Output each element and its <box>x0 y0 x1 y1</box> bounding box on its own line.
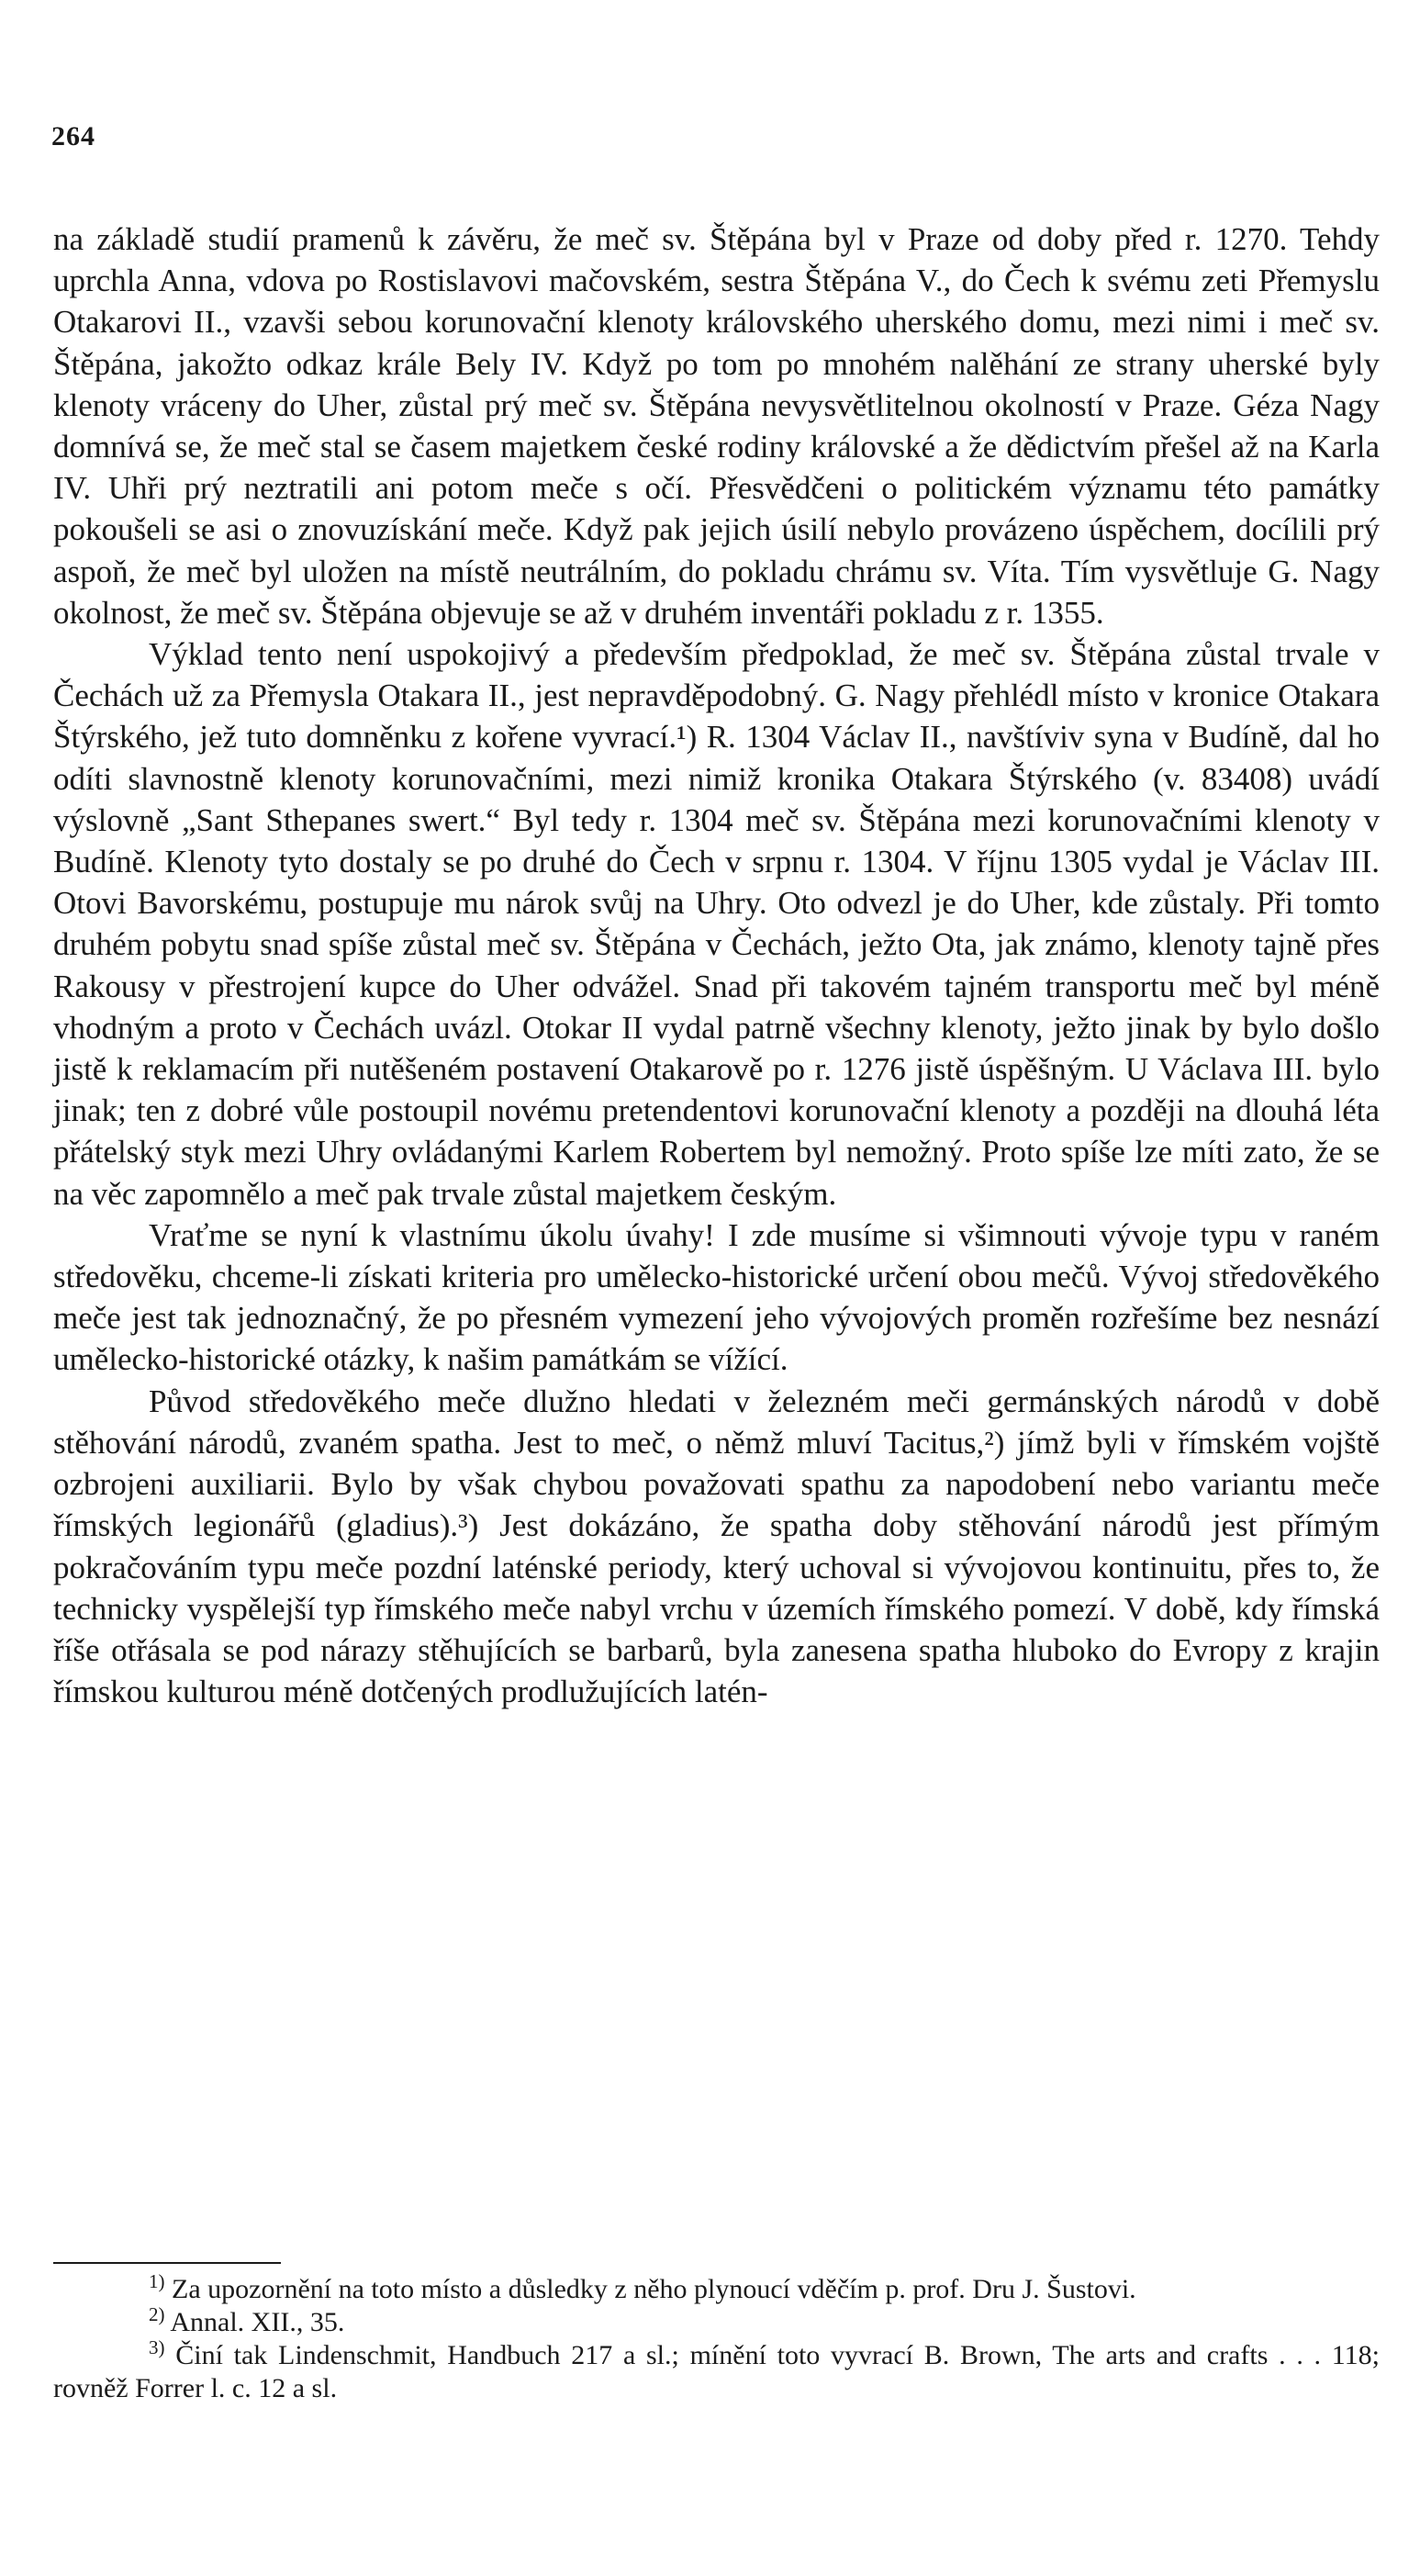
footnote-1 <box>53 2270 1380 2306</box>
footnote-3 <box>53 2336 1381 2405</box>
footnote-divider <box>53 2262 281 2264</box>
footnote-text: Annal. XII., 35. <box>170 2307 345 2337</box>
footnote-text: Za upozornění na toto místo a důsledky z něho plynoucí vděčím p. prof. Dru J. Šustovi. <box>172 2274 1136 2304</box>
footnote-mark: 2) <box>149 2303 165 2325</box>
footnote-mark: 1) <box>149 2270 165 2292</box>
page-number: 264 <box>51 121 95 151</box>
paragraph-1: na základě studií pramenů k závěru, že meč sv. Štěpána byl v Praze od doby před r. 1270. Tehdy uprchla Anna, vdova po Rostislavovi mačovském, sestra Štěpána V., do Čech k svému zeti Přemyslu Otakarovi II., vzavši sebou korunovační klenoty královského uherského domu, mezi nimi i meč sv. Štěpána, jakožto odkaz krále Bely IV. Když po tom po mnohém nalěhání ze strany uherské byly klenoty vráceny do Uher, zůstal prý meč sv. Štěpána nevysvětlitelnou okolností v Praze. Géza Nagy domnívá se, že meč stal se časem majetkem české rodiny královské a že dědictvím přešel až na Karla IV. Uhři prý neztratili ani potom meče s očí. Přesvědčeni o politickém významu této památky pokoušeli se asi o znovuzískání meče. Když pak jejich úsilí nebylo provázeno úspěchem, docílili prý aspoň, že meč byl uložen na místě neutrálním, do pokladu chrámu sv. Víta. Tím vysvětluje G. Nagy okolnost, že meč sv. Štěpána objevuje se až v druhém inventáři pokladu z r. 1355. <box>53 221 1380 631</box>
footnote-text: Činí tak Lindenschmit, Handbuch 217 a sl.; mínění toto vyvrací B. Brown, The arts and crafts . . . 118; rovněž Forrer l. c. 12 a sl. <box>53 2340 1381 2403</box>
paragraph-4: Původ středověkého meče dlužno hledati v železném meči germánských národů v době stěhování národů, zvaném spatha. Jest to meč, o němž mluví Tacitus,²) jímž byli v římském vojště ozbrojeni auxiliarii. Bylo by však chybou považovati spathu za napodobení nebo variantu meče římských legionářů (gladius).³) Jest dokázáno, že spatha doby stěhování národů jest přímým pokračováním typu meče pozdní laténské periody, který uchoval si vývojovou kontinuitu, přes to, že technicky vyspělejší typ římského meče nabyl vrchu v územích římského pomezí. V době, kdy římská říše otřásala se pod nárazy stěhujících se barbarů, byla zanesena spatha hluboko do Evropy z krajin římskou kulturou méně dotčených prodlužujících latén- <box>53 1383 1380 1710</box>
footnote-2 <box>53 2303 1380 2339</box>
footnotes <box>53 2270 1381 2405</box>
footnote-mark: 3) <box>149 2336 165 2358</box>
paragraph-2: Výklad tento není uspokojivý a především předpoklad, že meč sv. Štěpána zůstal trvale v Čechách už za Přemysla Otakara II., jest nepravděpodobný. G. Nagy přehlédl místo v kronice Otakara Štýrského, jež tuto domněnku z kořene vyvrací.¹) R. 1304 Václav II., navštíviv syna v Budíně, dal ho odíti slavnostně klenoty korunovačními, mezi nimiž kronika Otakara Štýrského (v. 83408) uvádí výslovně „Sant Sthepanes swert.“ Byl tedy r. 1304 meč sv. Štěpána mezi korunovačními klenoty v Budíně. Klenoty tyto dostaly se po druhé do Čech v srpnu r. 1304. V říjnu 1305 vydal je Václav III. Otovi Bavorskému, postupuje mu nárok svůj na Uhry. Oto odvezl je do Uher, kde zůstaly. Při tomto druhém pobytu snad spíše zůstal meč sv. Štěpána v Čechách, ježto Ota, jak známo, klenoty tajně přes Rakousy v přestrojení kupce do Uher odvážel. Snad při takovém tajném transportu meč byl méně vhodným a proto v Čechách uvázl. Otokar II vydal patrně všechny klenoty, ježto jinak by bylo došlo jistě k reklamacím při nutěšeném postavení Otakarově po r. 1276 jistě úspěšným. U Václava III. bylo jinak; ten z dobré vůle postoupil novému pretendentovi korunovační klenoty a později na dlouhá léta přátelský styk mezi Uhry ovládanými Karlem Robertem byl nemožný. Proto spíše lze míti zato, že se na věc zapomnělo a meč pak trvale zůstal majetkem českým. <box>53 636 1380 1212</box>
main-text <box>53 218 1380 1712</box>
paragraph-3: Vraťme se nyní k vlastnímu úkolu úvahy! I zde musíme si všimnouti vývoje typu v raném středověku, chceme-li získati kriteria pro umělecko-historické určení obou mečů. Vývoj středověkého meče jest tak jednoznačný, že po přesném vymezení jeho vývojových proměn rozřešíme bez nesnází umělecko-historické otázky, k našim památkám se vížící. <box>53 1216 1380 1378</box>
